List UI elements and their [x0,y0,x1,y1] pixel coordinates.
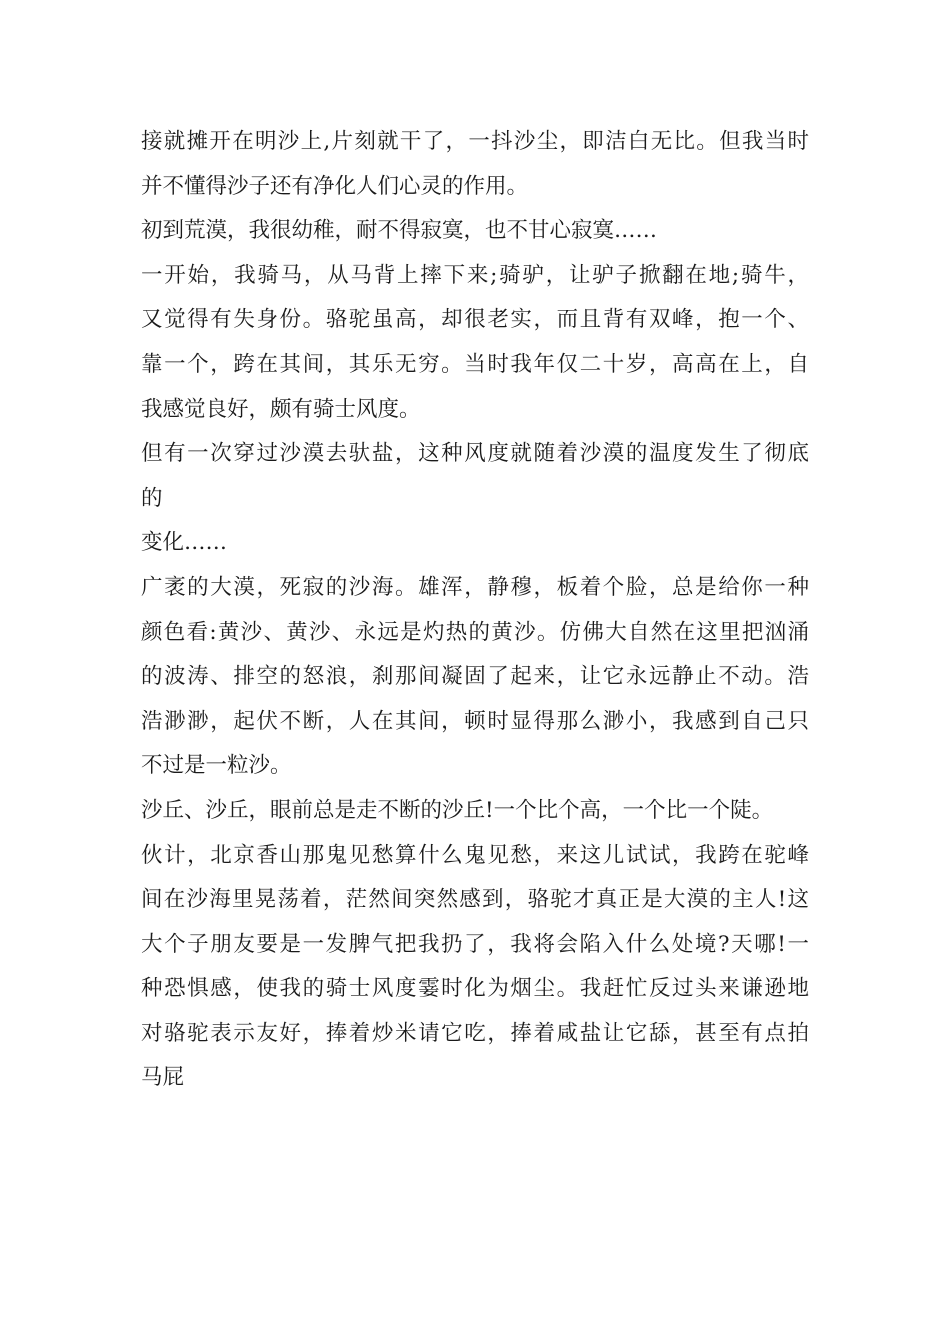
text-line: 种恐惧感，使我的骑士风度霎时化为烟尘。我赶忙反过头来谦逊地 [141,976,809,1002]
text-line: 并不懂得沙子还有净化人们心灵的作用。 [141,173,529,199]
text-line: 接就摊开在明沙上,片刻就干了，一抖沙尘，即洁白无比。但我当时 [141,129,809,154]
text-line: 变化…… [141,530,228,556]
body-text [141,120,821,1101]
text-line: 伙计，北京香山那鬼见愁算什么鬼见愁，来这儿试试，我跨在驼峰 [141,842,809,868]
text-line: 一开始，我骑马，从马背上摔下来;骑驴，让驴子掀翻在地;骑牛， [141,262,809,288]
text-line: 浩渺渺，起伏不断，人在其间，顿时显得那么渺小，我感到自己只 [141,708,809,734]
text-line: 不过是一粒沙。 [141,753,292,779]
text-line: 间在沙海里晃荡着，茫然间突然感到，骆驼才真正是大漠的主人!这 [141,887,809,913]
text-line: 但有一次穿过沙漠去驮盐，这种风度就随着沙漠的温度发生了彻底 [141,441,809,467]
text-line: 马屁 [141,1065,185,1091]
text-line: 的 [141,485,163,511]
text-line: 广袤的大漠，死寂的沙海。雄浑，静穆，板着个脸，总是给你一种 [141,574,809,600]
text-line: 颜色看:黄沙、黄沙、永远是灼热的黄沙。仿佛大自然在这里把汹涌 [141,619,809,645]
text-line: 我感觉良好，颇有骑士风度。 [141,396,421,422]
text-line: 对骆驼表示友好，捧着炒米请它吃，捧着咸盐让它舔，甚至有点拍 [141,1020,809,1046]
text-line: 又觉得有失身份。骆驼虽高，却很老实，而且背有双峰，抱一个、 [141,307,809,333]
text-line: 的波涛、排空的怒浪，刹那间凝固了起来，让它永远静止不动。浩 [141,664,809,690]
text-line: 靠一个，跨在其间，其乐无穷。当时我年仅二十岁，高高在上，自 [141,351,809,377]
text-line: 大个子朋友要是一发脾气把我扔了，我将会陷入什么处境?天哪!一 [141,931,809,957]
text-line: 初到荒漠，我很幼稚，耐不得寂寞，也不甘心寂寞…… [141,218,658,244]
text-line: 沙丘、沙丘，眼前总是走不断的沙丘!一个比个高，一个比一个陡。 [141,797,774,823]
